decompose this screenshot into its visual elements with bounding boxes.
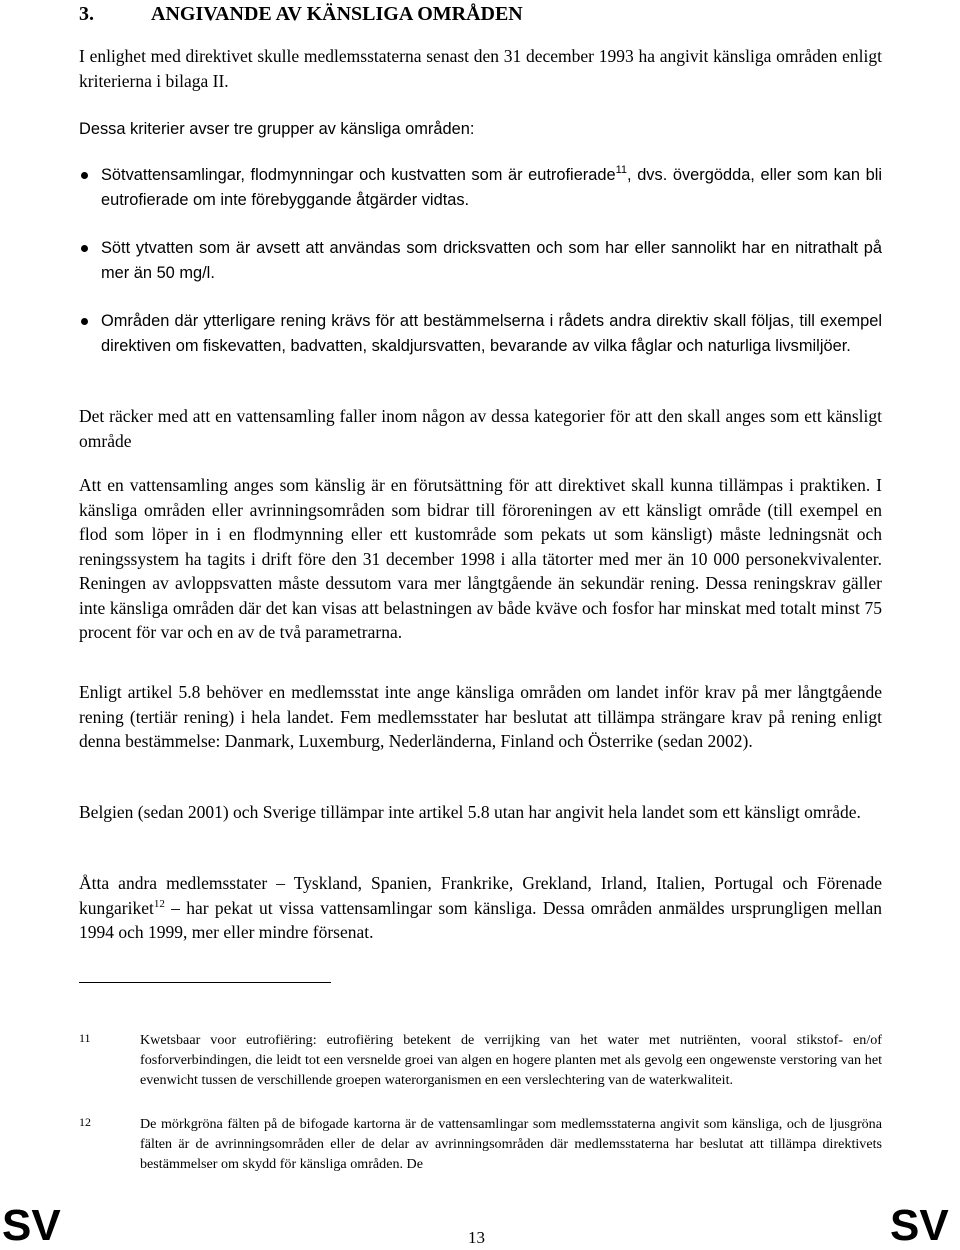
bullet-dot xyxy=(81,172,88,179)
paragraph-5: Åtta andra medlemsstater – Tyskland, Spanien, Frankrike, Grekland, Irland, Italien, Portugal och Förenade kungariket$^{12}$ – har pekat ut vissa vattensamlingar som känsliga. Dessa områden anmäldes ursprungligen mellan 1994 och 1999, mer eller mindre försenat. xyxy=(79,873,882,942)
footer-language-right: SV xyxy=(890,1201,949,1250)
footnote-number: 12 xyxy=(79,1115,91,1129)
bullet-dot xyxy=(81,318,88,325)
paragraph-3: Enligt artikel 5.8 behöver en medlemsstat inte ange känsliga områden om landet inför krav på mer långtgående rening (tertiär rening) i hela landet. Fem medlemsstater har beslutat att tillämpa strängare krav på rening enligt denna bestämmelse: Danmark, Luxemburg, Nederländerna, Finland och Österrike (sedan 2002). xyxy=(79,682,882,751)
section-number: 3. xyxy=(79,3,94,25)
section-title: ANGIVANDE AV KÄNSLIGA OMRÅDEN xyxy=(151,3,523,25)
footnote-ref-12[interactable]: 12 xyxy=(153,897,165,910)
paragraph-2: Att en vattensamling anges som känslig är en förutsättning för att direktivet skall kunna tillämpas i praktiken. I känsliga områden eller avrinningsområden som bidrar till föroreningen av ett känsligt område (till exempel en flod som löper in i en flodmynning eller ett kustområde som pekats ut som känsligt) måste ledningsnät och reningssystem ha tagits i drift före den 31 december 1998 i alla tätorter med mer än 10 000 personekvivalenter. Reningen av avloppsvatten måste dessutom vara mer långtgående än sekundär rening. Dessa reningskrav gäller inte känsliga områden där det kan visas att belastningen av både kväve och fosfor har minskat med totalt minst 75 procent för var och en av de två parametrarna. xyxy=(79,475,883,642)
footnote-text: Kwetsbaar voor eutrofiëring: eutrofiëring betekent de verrijking van het water met nutriënten, vooral stikstof- en/of fosforverbindingen, die leidt tot een versnelde groei van algen en hogere planten met als gevolg een ongewenste verstoring van het evenwicht tussen de verschillende groepen waterorganismen en een verslechtering van de waterkwaliteit. xyxy=(140,1032,882,1088)
criteria-intro: Dessa kriterier avser tre grupper av känsliga områden: xyxy=(79,120,475,138)
footer-language-left: SV xyxy=(2,1201,61,1250)
section-heading xyxy=(79,0,899,28)
page-number: 13 xyxy=(468,1228,485,1247)
footnote-ref-11[interactable]: 11 xyxy=(615,164,628,176)
paragraph-4: Belgien (sedan 2001) och Sverige tillämpar inte artikel 5.8 utan har angivit hela landet som ett känsligt område. xyxy=(79,802,861,822)
footnote-number: 11 xyxy=(79,1031,91,1045)
footnote-text: De mörkgröna fälten på de bifogade kartorna är de vattensamlingar som medlemsstaterna angivit som känsliga, och de ljusgröna fälten är de avrinningsområden eller de delar av avrinningsområden där medlemsstaterna har beslutat att tillämpa direktivets bestämmelser om skydd för känsliga områden. De xyxy=(140,1116,882,1172)
paragraph-1: Det räcker med att en vattensamling faller inom någon av dessa kategorier för att den skall anges som ett känsligt område xyxy=(79,406,882,451)
footnote-separator xyxy=(79,982,331,983)
bullet-text: Sötvattensamlingar, flodmynningar och kustvatten som är eutrofierade$^{11}$, dvs. övergödda, eller som kan bli eutrofierade om inte förebyggande åtgärder vidtas. xyxy=(101,164,882,209)
bullet-text: Områden där ytterligare rening krävs för att bestämmelserna i rådets andra direktiv skall följas, till exempel direktiven om fiskevatten, badvatten, skaldjursvatten, bevarande av vilka fåglar och naturliga livsmiljöer. xyxy=(101,312,882,355)
bullet-text: Sött ytvatten som är avsett att användas som dricksvatten och som har eller sannolikt har en nitrathalt på mer än 50 mg/l. xyxy=(101,239,882,282)
intro-paragraph: I enlighet med direktivet skulle medlemsstaterna senast den 31 december 1993 ha angivit känsliga områden enligt kriterierna i bilaga II. xyxy=(79,46,882,91)
bullet-dot xyxy=(81,245,88,252)
